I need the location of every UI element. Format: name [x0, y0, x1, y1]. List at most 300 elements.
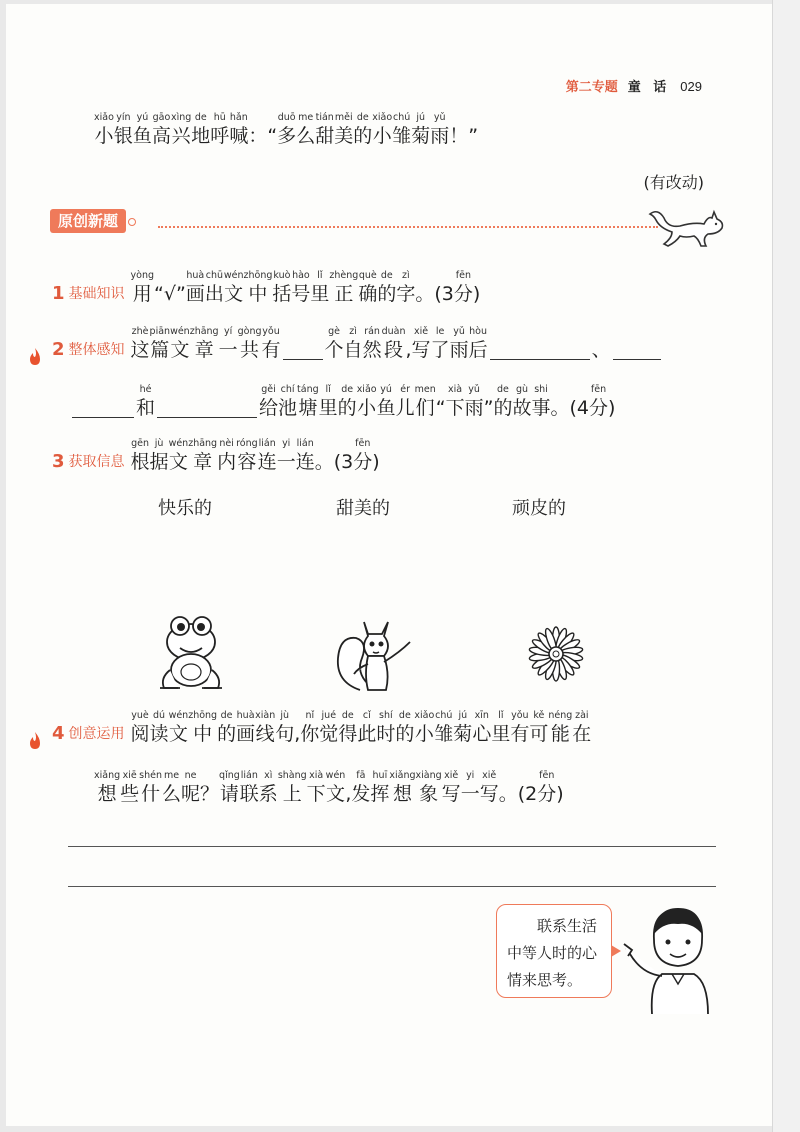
hanzi: 么 [162, 783, 182, 805]
annotated-char [556, 770, 563, 806]
pinyin: kuò [273, 270, 291, 281]
pinyin: jù [280, 710, 290, 721]
pinyin: hòu [469, 326, 488, 337]
annotated-char [382, 326, 406, 362]
hanzi: 的 [377, 283, 397, 305]
answer-writing-line-1[interactable] [68, 846, 716, 847]
annotated-char [338, 710, 357, 746]
hanzi: 正 [334, 283, 354, 305]
pinyin: zhōng [188, 710, 218, 721]
enumeration-comma: 、 [591, 339, 611, 361]
hanzi: 画 [236, 723, 256, 745]
hanzi: 什 [141, 783, 161, 805]
pinyin: zài [575, 710, 589, 721]
pinyin [267, 112, 277, 124]
hanzi: 们 [415, 397, 435, 419]
question-1-tag: 基础知识 [68, 286, 125, 302]
hanzi: 线 [255, 723, 275, 745]
pinyin: gāo [152, 112, 171, 123]
hanzi: 。(3 [314, 451, 354, 473]
annotated-char [415, 384, 436, 420]
annotated-char [259, 384, 278, 420]
hanzi: 章 [194, 339, 214, 361]
hanzi: 心 [472, 723, 492, 745]
annotated-char [468, 112, 478, 148]
pinyin: zhāng [188, 438, 218, 449]
pinyin: róng [236, 438, 258, 449]
pinyin: xiàn [255, 710, 276, 721]
pinyin: néng [548, 710, 573, 721]
pinyin: yǒu [262, 326, 280, 337]
pinyin [372, 438, 379, 450]
answer-blank-2[interactable] [613, 338, 661, 360]
annotated-char [548, 710, 572, 746]
question-2-line-2 [70, 384, 615, 420]
hanzi: 一 [276, 451, 296, 473]
question-4-tag: 创意运用 [68, 726, 125, 742]
annotated-char [512, 384, 531, 420]
tip-speech-bubble [496, 904, 612, 998]
hanzi: 觉 [319, 723, 339, 745]
annotated-char [236, 710, 255, 746]
pinyin: ne [184, 770, 197, 781]
annotated-char [395, 710, 414, 746]
annotated-char [186, 270, 205, 306]
hanzi: ？ [200, 783, 220, 805]
annotated-char [344, 326, 363, 362]
annotated-char [499, 770, 538, 806]
annotated-char [436, 384, 446, 420]
pinyin: yi [282, 438, 291, 449]
annotated-char [190, 326, 219, 362]
annotated-char [329, 270, 358, 306]
hanzi: 共 [240, 339, 260, 361]
question-2-text-c [136, 384, 156, 420]
hanzi: 的 [337, 397, 357, 419]
question-2-line-1 [52, 326, 663, 362]
annotated-char [131, 326, 150, 362]
hanzi: 里 [491, 723, 511, 745]
workbook-page [6, 4, 772, 1126]
annotated-char [465, 384, 484, 420]
annotated-char [131, 710, 150, 746]
daisy-icon[interactable] [526, 624, 586, 684]
hanzi: 可 [529, 723, 549, 745]
hanzi: ) [372, 451, 380, 473]
pinyin: zì [402, 270, 410, 281]
hanzi: 些 [120, 783, 140, 805]
pinyin: lián [240, 770, 258, 781]
pinyin: chū [205, 270, 223, 281]
question-3-text [130, 438, 380, 474]
hanzi: “ [267, 125, 278, 147]
hanzi: 连 [295, 451, 315, 473]
hanzi: 呼 [210, 125, 230, 147]
hanzi: 个 [324, 339, 344, 361]
annotated-char [453, 710, 472, 746]
hanzi: 雨 [430, 125, 450, 147]
hanzi: 和 [136, 397, 156, 419]
annotated-char [472, 710, 491, 746]
pinyin: shi [534, 384, 548, 395]
annotated-char [94, 112, 114, 148]
hanzi: 用 [132, 283, 152, 305]
hanzi: 地 [191, 125, 211, 147]
hanzi: 喊 [229, 125, 249, 147]
annotated-char [188, 710, 217, 746]
question-2-text-b [324, 326, 488, 362]
hanzi: 能 [550, 723, 570, 745]
hanzi: ) [556, 783, 564, 805]
annotated-char [396, 384, 415, 420]
hanzi: 容 [237, 451, 257, 473]
hanzi: 塘 [298, 397, 318, 419]
hanzi: , [405, 339, 412, 361]
annotated-char [353, 112, 372, 148]
hanzi: 。(2 [498, 783, 538, 805]
hanzi: 篇 [150, 339, 170, 361]
pinyin: wén [325, 770, 346, 781]
annotated-char [150, 710, 169, 746]
annotated-char [248, 112, 267, 148]
hanzi: 一 [218, 339, 238, 361]
hanzi: ” [468, 125, 479, 147]
pinyin: lǐ [498, 710, 504, 721]
pinyin: gēn [131, 438, 149, 449]
section-divider [158, 226, 658, 228]
annotated-char [205, 270, 224, 306]
pinyin [154, 270, 186, 282]
pinyin: zhōng [243, 270, 273, 281]
annotated-char [357, 384, 377, 420]
page-edge [772, 0, 800, 1132]
question-4-line-1 [52, 710, 591, 746]
hanzi: 写 [411, 339, 431, 361]
pinyin: yǒu [511, 710, 529, 721]
pinyin: me [298, 112, 314, 123]
hanzi: ) [472, 283, 481, 305]
pinyin: zhāng [189, 326, 219, 337]
hanzi: 章 [193, 451, 213, 473]
question-2-number: 2 [52, 339, 65, 360]
pinyin: xiǎo [414, 710, 435, 721]
hanzi: 画 [185, 283, 205, 305]
running-cat-icon [646, 206, 726, 250]
pinyin [315, 438, 354, 450]
annotated-char [469, 326, 488, 362]
pinyin: chú [435, 710, 453, 721]
paragraph-count-blank[interactable] [283, 338, 323, 360]
hanzi: 系 [258, 783, 278, 805]
annotated-char [240, 770, 259, 806]
annotated-char [358, 270, 377, 306]
annotated-char [275, 710, 294, 746]
annotated-char [484, 384, 494, 420]
pinyin: fēn [355, 438, 371, 449]
pinyin: xiǎo [94, 112, 114, 123]
pinyin: chú [393, 112, 411, 123]
tip-line-1: 联系生活 [507, 917, 598, 935]
hanzi: 上 [282, 783, 302, 805]
question-3 [52, 438, 380, 474]
pinyin [200, 770, 219, 782]
annotated-char [338, 384, 357, 420]
genre-label: 童 话 [627, 80, 671, 95]
annotated-char [414, 710, 434, 746]
pinyin: jú [416, 112, 426, 123]
hanzi: 文 [224, 283, 244, 305]
pinyin: wén [170, 326, 190, 337]
hanzi: 兴 [171, 125, 191, 147]
annotated-char [267, 112, 277, 148]
hanzi: 在 [572, 723, 592, 745]
hanzi: 你 [300, 723, 320, 745]
question-2-text-a [130, 326, 281, 362]
annotated-char [171, 112, 191, 148]
question-2-text-d [259, 384, 616, 420]
pinyin: de [497, 384, 509, 395]
annotated-char [491, 710, 510, 746]
hanzi: 给 [259, 397, 279, 419]
annotated-char [326, 770, 346, 806]
annotated-char [537, 770, 556, 806]
pinyin: de [194, 112, 207, 123]
annotated-char [278, 770, 307, 806]
question-3-number: 3 [52, 451, 65, 472]
question-1 [52, 270, 480, 306]
annotated-char [154, 270, 186, 306]
annotated-char [376, 710, 395, 746]
pinyin: zhèng [329, 270, 359, 281]
section-header [50, 210, 126, 231]
hanzi: 象 [419, 783, 439, 805]
answer-blank-3[interactable] [72, 396, 134, 418]
annotated-char [319, 710, 338, 746]
hanzi: 儿 [395, 397, 415, 419]
pinyin [415, 270, 454, 282]
hanzi: 一 [460, 783, 480, 805]
pinyin: fēn [539, 770, 555, 781]
pinyin: xiǎng [94, 770, 121, 781]
hanzi: 小 [372, 125, 392, 147]
hanzi: 小 [414, 723, 434, 745]
annotated-char [150, 438, 169, 474]
hanzi: 中 [193, 723, 213, 745]
pinyin: ér [400, 384, 410, 395]
hanzi: 连 [257, 451, 277, 473]
pinyin: nǐ [305, 710, 315, 721]
hanzi: 的 [493, 397, 513, 419]
pinyin: zì [349, 326, 357, 337]
hanzi: 甜 [315, 125, 335, 147]
match-option-sweet[interactable]: 甜美的 [336, 498, 390, 519]
hanzi: 出 [204, 283, 224, 305]
annotated-char [310, 270, 329, 306]
page-number: 029 [680, 79, 702, 94]
flame-icon [28, 732, 42, 750]
hanzi: 然 [362, 339, 382, 361]
annotated-char [480, 770, 499, 806]
annotated-char [589, 384, 608, 420]
pinyin: xiàng [415, 770, 442, 781]
pinyin [468, 112, 478, 124]
pinyin: jú [458, 710, 468, 721]
annotated-char [139, 770, 162, 806]
pinyin: gěi [261, 384, 276, 395]
pinyin: xià [309, 770, 324, 781]
pinyin: xiě [444, 770, 459, 781]
hanzi: 想 [97, 783, 117, 805]
hanzi: 发 [351, 783, 371, 805]
annotated-char [255, 710, 275, 746]
annotated-char [152, 112, 171, 148]
hanzi: 小 [94, 125, 114, 147]
hanzi: 得 [338, 723, 358, 745]
annotated-char [291, 270, 310, 306]
boy-pointing-icon [622, 904, 722, 1014]
annotated-char [300, 710, 319, 746]
pinyin [484, 384, 494, 396]
hanzi: 文 [325, 783, 345, 805]
pinyin: wén [223, 270, 244, 281]
hanzi: ) [608, 397, 616, 419]
annotated-char [411, 112, 430, 148]
hanzi: 后 [468, 339, 488, 361]
annotated-char [296, 438, 315, 474]
pinyin: hé [139, 384, 152, 395]
pinyin: yín [116, 112, 131, 123]
question-1-text [130, 270, 481, 306]
pinyin: lián [296, 438, 314, 449]
hanzi: 小 [357, 397, 377, 419]
annotated-char [412, 326, 431, 362]
answer-blank-1[interactable] [490, 338, 590, 360]
tip-line-3: 情来思考。 [507, 971, 583, 989]
pinyin [556, 770, 563, 782]
page-header [566, 76, 702, 95]
annotated-char [169, 438, 189, 474]
hanzi: 根 [130, 451, 150, 473]
answer-blank-4[interactable] [157, 396, 257, 418]
pinyin: piān [149, 326, 171, 337]
hanzi: ： [248, 125, 268, 147]
pinyin: xiě [482, 770, 497, 781]
hanzi: 中 [248, 283, 268, 305]
annotated-char [434, 710, 453, 746]
squirrel-icon[interactable] [334, 612, 418, 696]
question-2-tag: 整体感知 [68, 342, 125, 358]
pinyin: huī [372, 770, 388, 781]
hanzi: 此 [357, 723, 377, 745]
hanzi: 雏 [392, 125, 412, 147]
annotated-char [416, 770, 442, 806]
pinyin: yǔ [453, 326, 465, 337]
annotated-char [217, 710, 236, 746]
pinyin: xìng [170, 112, 192, 123]
hanzi: 分 [353, 451, 373, 473]
hanzi: 字 [396, 283, 416, 305]
hanzi: 联 [239, 783, 259, 805]
pinyin [608, 384, 615, 396]
hanzi: 读 [149, 723, 169, 745]
pinyin: me [163, 770, 180, 781]
match-option-happy[interactable]: 快乐的 [158, 498, 212, 519]
hanzi: 银 [113, 125, 133, 147]
pinyin: cǐ [362, 710, 371, 721]
hanzi: 文 [170, 339, 190, 361]
pinyin: de [398, 710, 411, 721]
annotated-char [415, 270, 454, 306]
annotated-char [210, 112, 229, 148]
annotated-char [278, 384, 297, 420]
annotated-char [131, 270, 155, 306]
pinyin: yǔ [433, 112, 446, 123]
pinyin: chí [280, 384, 295, 395]
annotated-char [473, 270, 480, 306]
story-quote-line [94, 112, 478, 148]
annotated-char [136, 384, 155, 420]
annotated-char [277, 438, 296, 474]
hanzi: 雏 [434, 723, 454, 745]
annotated-char [510, 710, 529, 746]
annotated-char [224, 270, 244, 306]
annotated-char [259, 770, 278, 806]
pinyin: zhè [131, 326, 149, 337]
pinyin: hào [292, 270, 310, 281]
hanzi: 括 [272, 283, 292, 305]
hanzi: “√” [154, 283, 186, 305]
pinyin: shén [139, 770, 162, 781]
annotated-char [150, 326, 171, 362]
pinyin: fā [356, 770, 366, 781]
hanzi: 写 [479, 783, 499, 805]
annotated-char [188, 438, 217, 474]
annotated-char [169, 710, 189, 746]
frog-icon[interactable] [156, 612, 226, 694]
annotated-char [170, 326, 190, 362]
tip-line-2: 中等人时的心 [507, 944, 598, 962]
pinyin: hū [213, 112, 226, 123]
answer-writing-line-2[interactable] [68, 886, 716, 887]
annotated-char [191, 112, 210, 148]
hanzi: 句 [275, 723, 295, 745]
pinyin [248, 112, 267, 124]
annotated-char [236, 438, 258, 474]
annotated-char [493, 384, 512, 420]
hanzi: ！ [449, 125, 469, 147]
hanzi: 事 [531, 397, 551, 419]
pinyin: gòng [237, 326, 262, 337]
annotated-char [572, 710, 591, 746]
hanzi: 请 [219, 783, 239, 805]
annotated-char [377, 384, 396, 420]
hanzi: 。(4 [550, 397, 590, 419]
pinyin: jué [321, 710, 337, 721]
pinyin: de [220, 710, 233, 721]
annotated-char [396, 270, 415, 306]
pinyin: táng [297, 384, 319, 395]
pinyin: duàn [381, 326, 406, 337]
annotated-char [372, 438, 379, 474]
pinyin: yi [466, 770, 475, 781]
hanzi: 鱼 [132, 125, 152, 147]
flame-icon [28, 348, 42, 366]
match-option-naughty[interactable]: 顽皮的 [512, 498, 566, 519]
annotated-char [389, 770, 415, 806]
hanzi: “ [435, 397, 446, 419]
pinyin: de [341, 384, 354, 395]
question-3-tag: 获取信息 [68, 454, 125, 470]
